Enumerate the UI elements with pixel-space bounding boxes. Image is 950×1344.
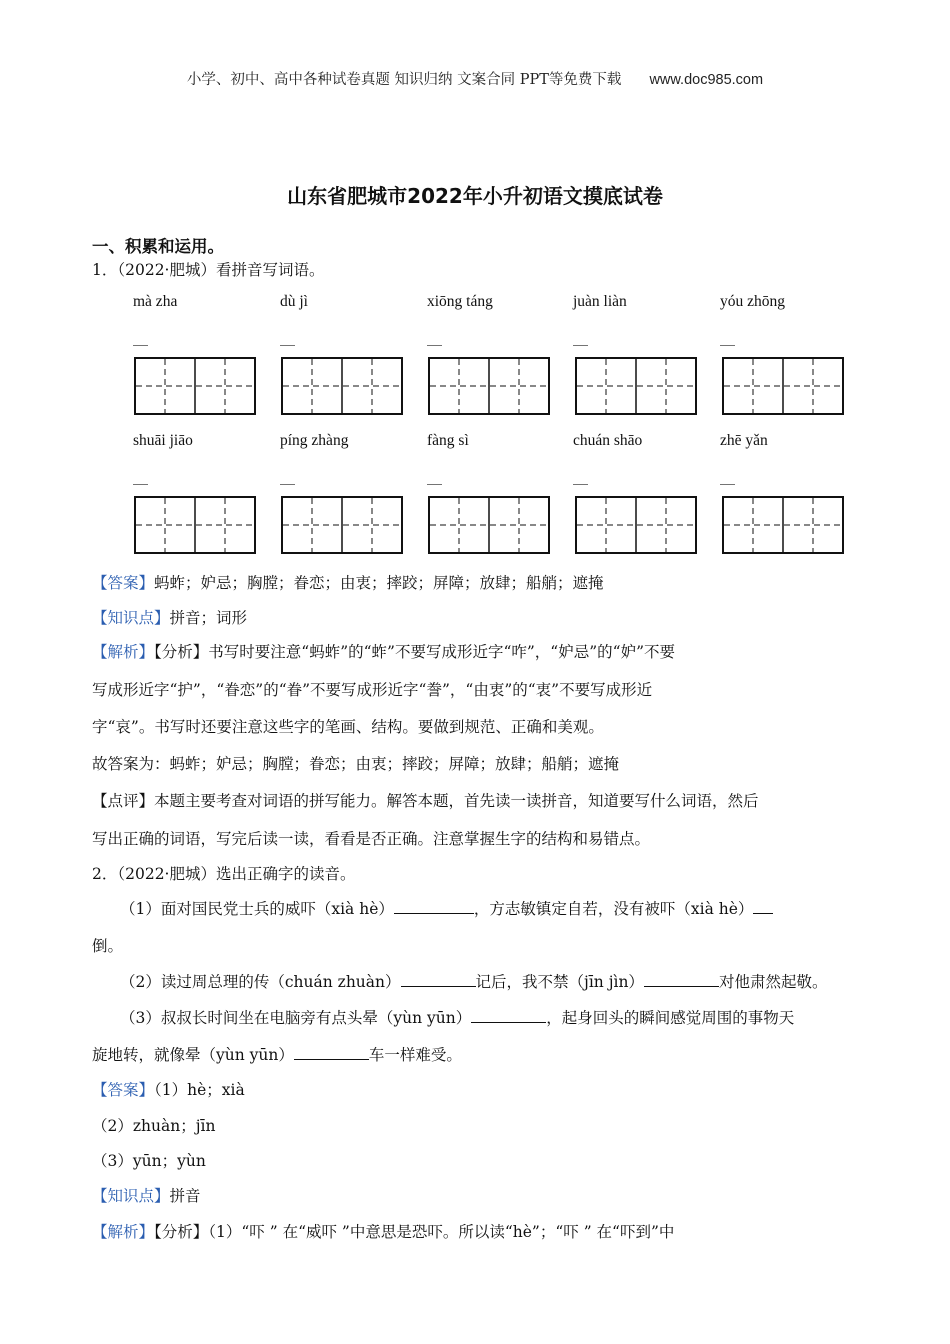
pinyin-10: zhē yǎn — [720, 432, 768, 449]
knowledge-tag: 【知识点】 — [92, 609, 170, 627]
pinyin-5: yóu zhōng — [720, 293, 786, 310]
knowledge-text: 拼音；词形 — [169, 609, 248, 627]
answer-blank[interactable] — [294, 1045, 369, 1060]
dash: __ — [427, 467, 442, 485]
writing-grid[interactable] — [281, 357, 403, 415]
q2-answer-3: （3）yūn；yùn — [92, 1152, 206, 1170]
pinyin-2: dù jì — [280, 293, 308, 310]
q2-knowledge — [92, 1186, 201, 1206]
answer-text: （1）hè；xià — [154, 1081, 245, 1099]
dash: __ — [280, 467, 295, 485]
writing-grid[interactable] — [428, 357, 550, 415]
s3d: 车一样难受。 — [368, 1046, 462, 1064]
pinyin-3: xiōng táng — [427, 293, 493, 310]
q1-comment-2: 写出正确的词语，写完后读一读，看看是否正确。注意掌握生字的结构和易错点。 — [92, 830, 651, 848]
writing-grid[interactable] — [722, 357, 844, 415]
analysis-text: 【分析】书写时要注意“蚂蚱”的“蚱”不要写成形近字“咋”，“妒忌”的“妒”不要 — [154, 643, 676, 661]
s3c: 旋地转，就像晕（yùn yūn） — [92, 1046, 294, 1064]
knowledge-tag: 【知识点】 — [92, 1187, 170, 1205]
writing-grid[interactable] — [281, 496, 403, 554]
q2-sentence-1 — [120, 899, 773, 919]
answer-tag: 【答案】 — [92, 574, 155, 592]
dash: __ — [573, 328, 588, 346]
pinyin-4: juàn liàn — [573, 293, 627, 310]
s2a: （2）读过周总理的传（chuán zhuàn） — [120, 973, 401, 991]
analysis-tag: 【解析】 — [92, 1223, 155, 1241]
q1-answer — [92, 573, 604, 593]
writing-grid[interactable] — [428, 496, 550, 554]
header-text: 小学、初中、高中各种试卷真题 知识归纳 文案合同 PPT等免费下载 — [186, 72, 622, 88]
pinyin-8: fàng sì — [427, 432, 469, 449]
dash: __ — [573, 467, 588, 485]
answer-blank[interactable] — [401, 972, 476, 987]
answer-blank[interactable] — [471, 1008, 546, 1023]
q2-sentence-1-cont: 倒。 — [92, 937, 124, 955]
pinyin-1: mà zha — [133, 293, 178, 310]
section-heading: 一、积累和运用。 — [92, 237, 224, 256]
pinyin-9: chuán shāo — [573, 432, 643, 449]
answer-tag: 【答案】 — [92, 1081, 155, 1099]
s1a: （1）面对国民党士兵的威吓（xià hè） — [120, 900, 394, 918]
s3b: ，起身回头的瞬间感觉周围的事物天 — [546, 1009, 795, 1027]
pinyin-6: shuāi jiāo — [133, 432, 193, 449]
q2-analysis-1 — [92, 1222, 674, 1242]
q1-analysis-4: 故答案为：蚂蚱；妒忌；胸膛；眷恋；由衷；摔跤；屏障；放肆；船艄；遮掩 — [92, 755, 620, 773]
q2-stem: 2．（2022·肥城）选出正确字的读音。 — [92, 865, 356, 883]
q1-comment-1: 【点评】本题主要考查对词语的拼写能力。解答本题，首先读一读拼音，知道要写什么词语，然后 — [92, 792, 759, 810]
answer-blank[interactable] — [644, 972, 719, 987]
q1-analysis-2: 写成形近字“护”，“眷恋”的“眷”不要写成形近字“誊”，“由衷”的“衷”不要写成形近 — [92, 681, 653, 699]
knowledge-text: 拼音 — [169, 1187, 201, 1205]
q2-sentence-3 — [120, 1008, 794, 1028]
s3a: （3）叔叔长时间坐在电脑旁有点头晕（yùn yūn） — [120, 1009, 472, 1027]
s1b: ，方志敏镇定自若，没有被吓（xià hè） — [473, 900, 754, 918]
writing-grid[interactable] — [575, 496, 697, 554]
q2-sentence-3-cont — [92, 1045, 462, 1065]
dash: __ — [133, 328, 148, 346]
page-header — [0, 68, 950, 89]
q2-answer-2: （2）zhuàn；jīn — [92, 1117, 216, 1135]
dash: __ — [720, 467, 735, 485]
analysis-tag: 【解析】 — [92, 643, 155, 661]
q1-analysis-1 — [92, 642, 675, 662]
page-title: 山东省肥城市2022年小升初语文摸底试卷 — [287, 184, 663, 208]
q2-sentence-2 — [120, 972, 827, 992]
dash: __ — [427, 328, 442, 346]
writing-grid[interactable] — [134, 357, 256, 415]
s2b: 记后，我不禁（jīn jìn） — [475, 973, 644, 991]
answer-blank[interactable] — [394, 899, 474, 914]
dash: __ — [280, 328, 295, 346]
header-site[interactable]: www.doc985.com — [649, 72, 764, 88]
q1-stem: 1．（2022·肥城）看拼音写词语。 — [92, 261, 325, 279]
writing-grid[interactable] — [722, 496, 844, 554]
q1-knowledge — [92, 608, 247, 628]
s2c: 对他肃然起敬。 — [718, 973, 828, 991]
pinyin-7: píng zhàng — [280, 432, 349, 449]
writing-grid[interactable] — [575, 357, 697, 415]
answer-blank[interactable] — [753, 899, 773, 914]
analysis-text: 【分析】（1）“吓 ” 在“威吓 ”中意思是恐吓。所以读“hè”；“吓 ” 在“吓到”中 — [154, 1223, 675, 1241]
answer-text: 蚂蚱；妒忌；胸膛；眷恋；由衷；摔跤；屏障；放肆；船艄；遮掩 — [154, 574, 604, 592]
q2-answer — [92, 1080, 245, 1100]
q1-analysis-3: 字“哀”。书写时还要注意这些字的笔画、结构。要做到规范、正确和美观。 — [92, 718, 604, 736]
writing-grid[interactable] — [134, 496, 256, 554]
dash: __ — [133, 467, 148, 485]
dash: __ — [720, 328, 735, 346]
